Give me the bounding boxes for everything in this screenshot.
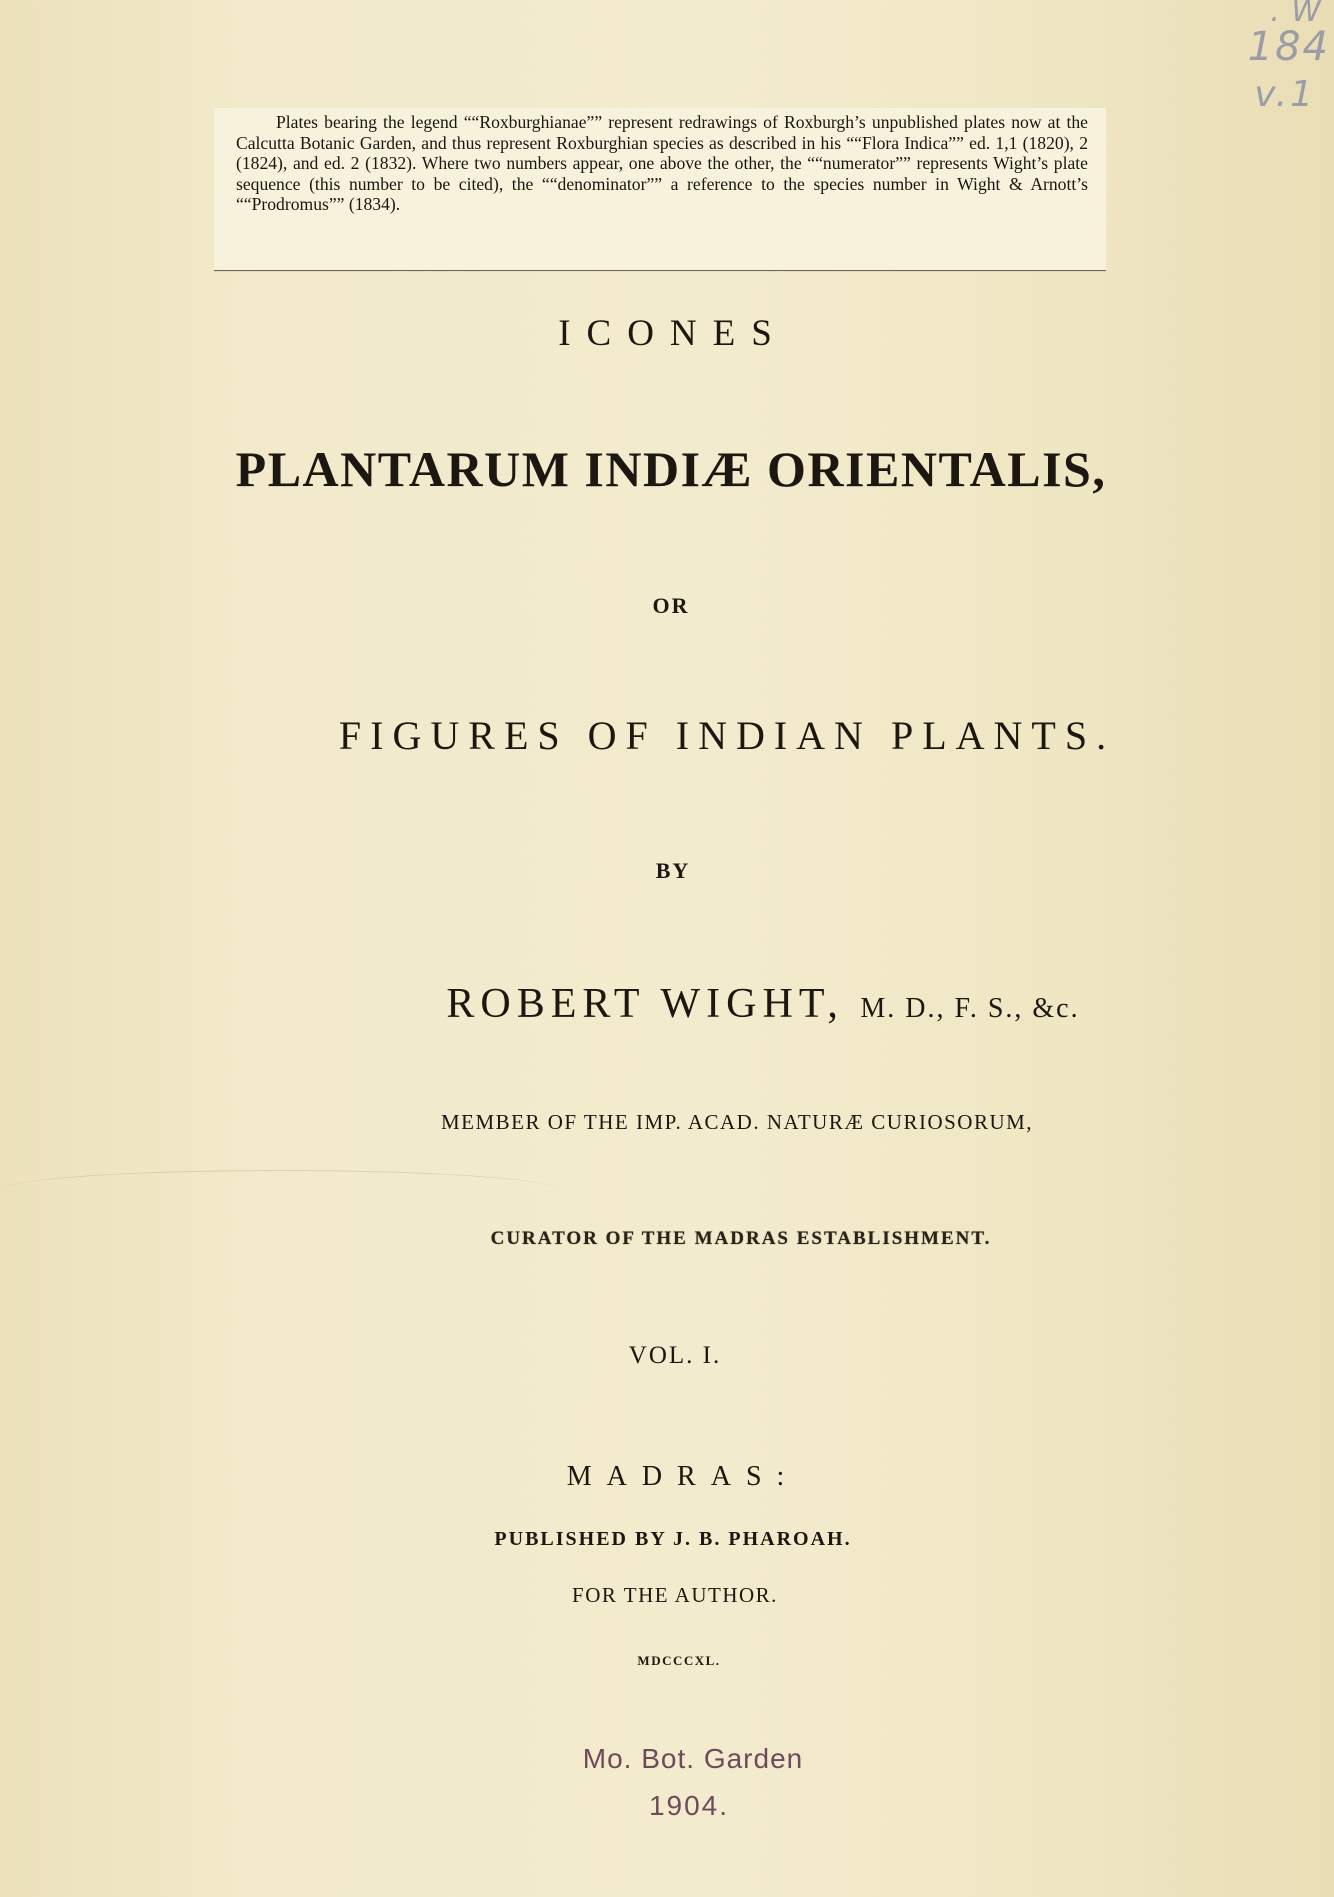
- author-position: CURATOR OF THE MADRAS ESTABLISHMENT.: [490, 1228, 992, 1249]
- subtitle: FIGURES OF INDIAN PLANTS.: [338, 713, 1116, 758]
- imprint-for-author: FOR THE AUTHOR.: [572, 1583, 778, 1607]
- handwritten-call-number: 184: [1247, 24, 1330, 70]
- author-degrees: M. D., F. S., &c.: [860, 993, 1080, 1024]
- author-membership: MEMBER OF THE IMP. ACAD. NATURÆ CURIOSORUM,: [440, 1110, 1034, 1134]
- main-title: PLANTARUM INDIÆ ORIENTALIS,: [235, 441, 1107, 497]
- imprint-place: MADRAS:: [566, 1461, 800, 1492]
- author-line: [0, 980, 1334, 1028]
- title-or: OR: [652, 593, 690, 618]
- title-icones: ICONES: [558, 313, 788, 354]
- handwritten-mark: . W: [1270, 0, 1322, 29]
- library-stamp-year: 1904.: [648, 1790, 730, 1821]
- pasted-note-slip: [214, 108, 1106, 271]
- imprint-date: MDCCCXL.: [637, 1653, 721, 1668]
- library-stamp-name: Mo. Bot. Garden: [582, 1743, 804, 1774]
- paper-fold-crease: [0, 1170, 560, 1211]
- note-text: Plates bearing the legend ““Roxburghianae”” represent redrawings of Roxburgh’s unpublished plates now at the Calcutta Botanic Garden, and thus represent Roxburghian species as described in his ““Flora Indica”” ed. 1,1 (1820), 2 (1824), and ed. 2 (1832). Where two numbers appear, one above the other, the ““numerator”” represents Wight’s plate sequence (this number to be cited), the ““denominator”” a reference to the species number in Wight & Arnott’s ““Prodromus”” (1834).: [236, 112, 1088, 214]
- imprint-publisher: PUBLISHED BY J. B. PHAROAH.: [494, 1528, 852, 1550]
- volume-number: VOL. I.: [628, 1342, 722, 1369]
- title-by: BY: [655, 858, 691, 883]
- author-name: ROBERT WIGHT,: [446, 981, 844, 1027]
- handwritten-volume: v.1: [1254, 74, 1316, 115]
